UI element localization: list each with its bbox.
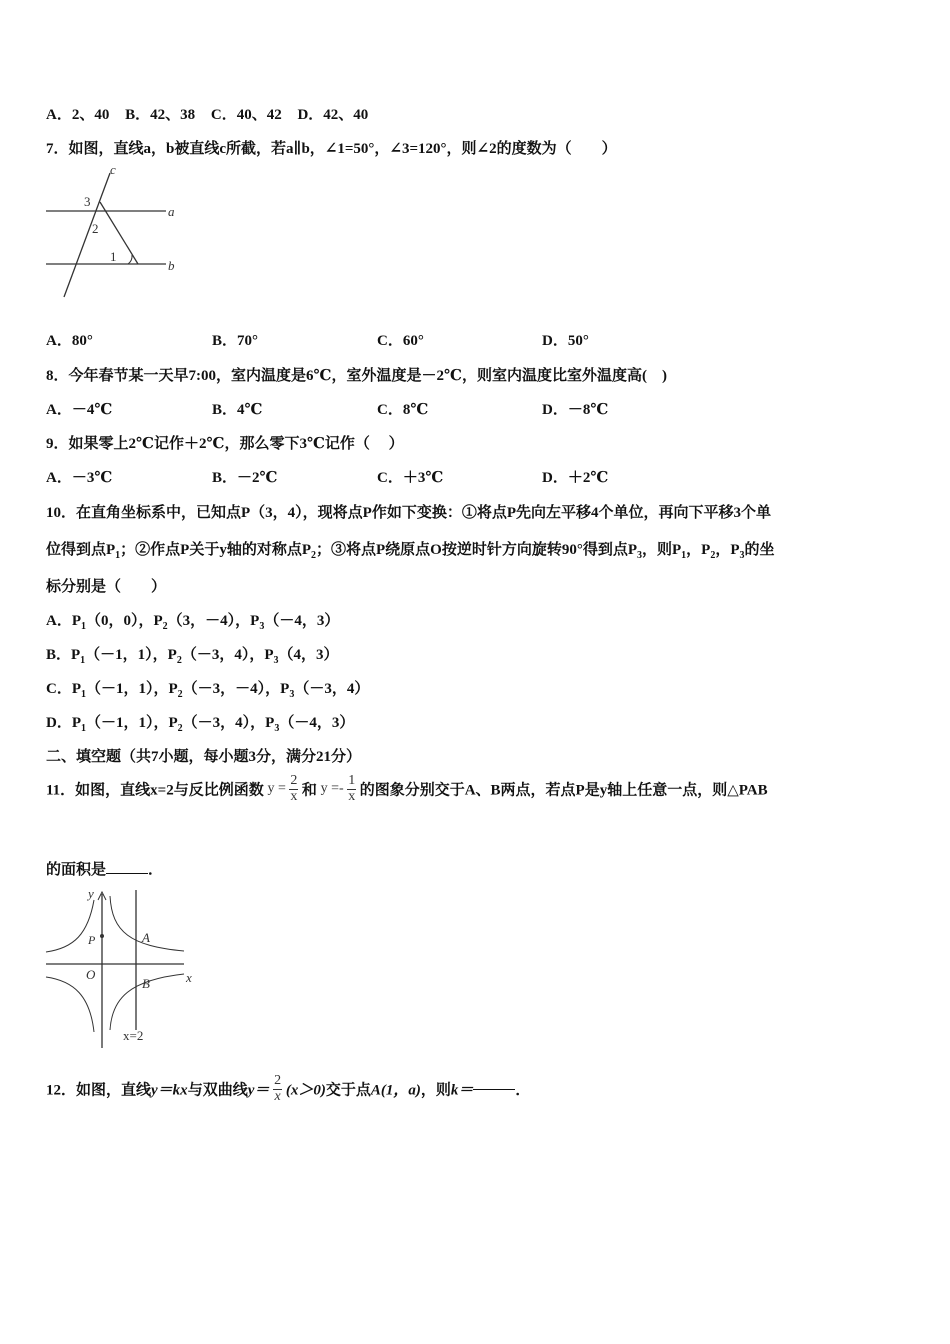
q11-stem <box>46 774 768 804</box>
q10-option-p1: （－1，1），P <box>86 715 178 731</box>
q12-eq1: y＝kx <box>151 1082 188 1099</box>
q10-text: 的坐 <box>744 542 775 558</box>
q11-answer-blank[interactable] <box>106 873 148 874</box>
q12-answer-blank[interactable] <box>473 1089 515 1090</box>
q10-sub: 3 <box>273 655 279 666</box>
label-b: b <box>168 258 175 273</box>
label-angle-2: 2 <box>92 221 99 236</box>
q10-option-c[interactable] <box>46 677 369 700</box>
q10-text: ，P <box>715 542 740 558</box>
q10-option-p2: （－3，－4），P <box>182 681 290 697</box>
q10-sub: 1 <box>115 550 121 561</box>
q10-option-p3: （4，3） <box>278 647 339 663</box>
q11-function-2 <box>320 773 360 804</box>
q10-option-label: B．P <box>46 647 81 663</box>
label-c: c <box>110 163 116 177</box>
q10-sub: 1 <box>80 655 86 666</box>
label-b: B <box>142 976 150 991</box>
q7-stem: 7．如图，直线a，b被直线c所截，若a∥b，∠1=50°，∠3=120°，则∠2的度数为（ ） <box>46 141 617 157</box>
label-angle-3: 3 <box>84 194 91 209</box>
q10-option-p1: （0，0），P <box>86 613 163 629</box>
q10-option-p2: （3，－4），P <box>167 613 260 629</box>
q10-text: ；②作点P关于y轴的对称点P <box>120 542 311 558</box>
q6-option-d[interactable]: D．42、40 <box>297 107 369 123</box>
q10-option-p3: （－4，3） <box>279 715 355 731</box>
q11-figure <box>44 880 209 1050</box>
q11-f2-den: x <box>348 788 356 804</box>
q7-figure <box>44 163 184 303</box>
q6-option-a[interactable]: A．2、40 <box>46 107 110 123</box>
q10-sub: 1 <box>81 689 86 700</box>
q10-option-p1: （－1，1），P <box>85 647 177 663</box>
q10-sub: 3 <box>739 550 745 561</box>
q10-option-b[interactable] <box>46 643 339 666</box>
label-x: x <box>186 970 192 985</box>
q12-end: ． <box>515 1082 531 1099</box>
q12-eq2: y＝ <box>247 1082 270 1099</box>
q10-sub: 3 <box>274 723 280 734</box>
q11-f1-den: x <box>290 788 298 804</box>
q10-sub: 2 <box>311 550 316 561</box>
q11-f2-lhs: y =- <box>320 781 344 797</box>
q7-option-b[interactable]: B．70° <box>212 333 259 349</box>
q9-option-a[interactable]: A．－3℃ <box>46 470 113 486</box>
label-x-equals-2: x=2 <box>123 1028 144 1043</box>
q9-option-d[interactable]: D．＋2℃ <box>542 470 609 486</box>
q6-option-c[interactable]: C．40、42 <box>210 107 282 123</box>
q11-f1-fraction <box>289 774 298 804</box>
q10-stem-line3: 标分别是（ ） <box>46 579 167 595</box>
q10-option-p1: （－1，1），P <box>86 681 178 697</box>
q10-option-label: A．P <box>46 613 81 629</box>
q10-stem-line1: 10．在直角坐标系中，已知点P（3，4），现将点P作如下变换：①将点P先向左平移4个单位，再向下平移3个单 <box>46 505 771 521</box>
q10-sub: 3 <box>637 550 642 561</box>
q11-line2: 的面积是 <box>46 862 107 878</box>
q12-frac-num: 2 <box>274 1073 282 1088</box>
q11-function-1 <box>267 773 301 804</box>
curve-y-2-over-x-q3 <box>46 977 94 1032</box>
line-c <box>64 173 110 297</box>
q10-sub: 2 <box>177 689 183 700</box>
q7-option-c[interactable]: C．60° <box>377 333 424 349</box>
point-p <box>100 934 104 938</box>
q10-option-label: C．P <box>46 681 81 697</box>
q11-f2-fraction <box>347 774 356 804</box>
section2-title: 二、填空题（共7小题，每小题3分，满分21分） <box>46 749 362 765</box>
q10-sub: 2 <box>177 723 183 734</box>
q10-option-a[interactable] <box>46 609 339 632</box>
label-p: P <box>88 933 96 947</box>
curve-y-neg-1-over-x-q2 <box>46 900 94 952</box>
q9-option-c[interactable]: C．＋3℃ <box>377 470 444 486</box>
q10-sub: 2 <box>176 655 182 666</box>
label-angle-1: 1 <box>110 249 117 264</box>
q10-option-p3: （－3，4） <box>294 681 370 697</box>
q11-f1-lhs: y = <box>267 781 286 797</box>
q10-sub: 2 <box>710 550 716 561</box>
q8-option-a[interactable]: A．－4℃ <box>46 402 113 418</box>
label-y: y <box>88 886 94 901</box>
q12-frac-den: x <box>274 1088 281 1104</box>
q6-option-b[interactable]: B．42、38 <box>125 107 196 123</box>
q9-stem: 9．如果零上2℃记作＋2℃，那么零下3℃记作（ ） <box>46 436 404 452</box>
q10-option-p3: （－4，3） <box>264 613 340 629</box>
q10-sub: 3 <box>259 621 265 632</box>
q12-mid2: 交于点 <box>325 1082 371 1099</box>
q11-suffix: 的图象分别交于A、B两点，若点P是y轴上任意一点，则△PAB <box>359 782 768 799</box>
q9-option-b[interactable]: B．－2℃ <box>212 470 278 486</box>
q11-prefix: 11．如图，直线x=2与反比例函数 <box>46 782 264 799</box>
q10-option-label: D．P <box>46 715 81 731</box>
q10-option-d[interactable] <box>46 711 354 734</box>
q12-prefix: 12．如图，直线 <box>46 1082 152 1099</box>
q11-stem-line2 <box>46 858 163 879</box>
q10-text: ，则P <box>642 542 682 558</box>
q8-stem: 8．今年春节某一天早7:00，室内温度是6℃，室外温度是－2℃，则室内温度比室外温度高( ) <box>46 368 667 384</box>
q10-text: ，P <box>686 542 711 558</box>
q10-option-p2: （－3，4），P <box>181 647 274 663</box>
q12-k: k＝ <box>450 1082 474 1099</box>
q11-f1-num: 2 <box>290 773 298 788</box>
q10-stem-line2 <box>46 538 775 561</box>
q11-end: ． <box>148 862 164 878</box>
q10-sub: 1 <box>81 723 86 734</box>
q10-sub: 3 <box>289 689 295 700</box>
label-a: A <box>142 930 150 945</box>
q8-option-d[interactable]: D．－8℃ <box>542 402 609 418</box>
q12-mid3: ，则 <box>420 1082 451 1099</box>
q10-text: ；③将点P绕原点O按逆时针方向旋转90°得到点P <box>316 542 637 558</box>
q10-text: 位得到点P <box>46 542 116 558</box>
label-o: O <box>86 967 96 982</box>
q12-condition: (x＞0) <box>285 1082 326 1099</box>
q12-point: A(1，a) <box>370 1082 421 1099</box>
q10-sub: 1 <box>81 621 86 632</box>
q8-option-b[interactable]: B．4℃ <box>212 402 263 418</box>
q10-sub: 1 <box>681 550 687 561</box>
q7-option-d[interactable]: D．50° <box>542 333 589 349</box>
q12-mid: 与双曲线 <box>187 1082 248 1099</box>
q6-options <box>46 103 368 124</box>
q8-option-c[interactable]: C．8℃ <box>377 402 429 418</box>
q12-fraction <box>273 1074 282 1104</box>
q7-option-a[interactable]: A．80° <box>46 333 93 349</box>
q11-f2-num: 1 <box>348 773 356 788</box>
angle-1-arc <box>128 255 132 264</box>
q12-stem <box>46 1074 530 1104</box>
q10-option-p2: （－3，4），P <box>182 715 275 731</box>
q11-mid: 和 <box>301 782 317 799</box>
label-a: a <box>168 204 175 219</box>
q10-sub: 2 <box>162 621 168 632</box>
